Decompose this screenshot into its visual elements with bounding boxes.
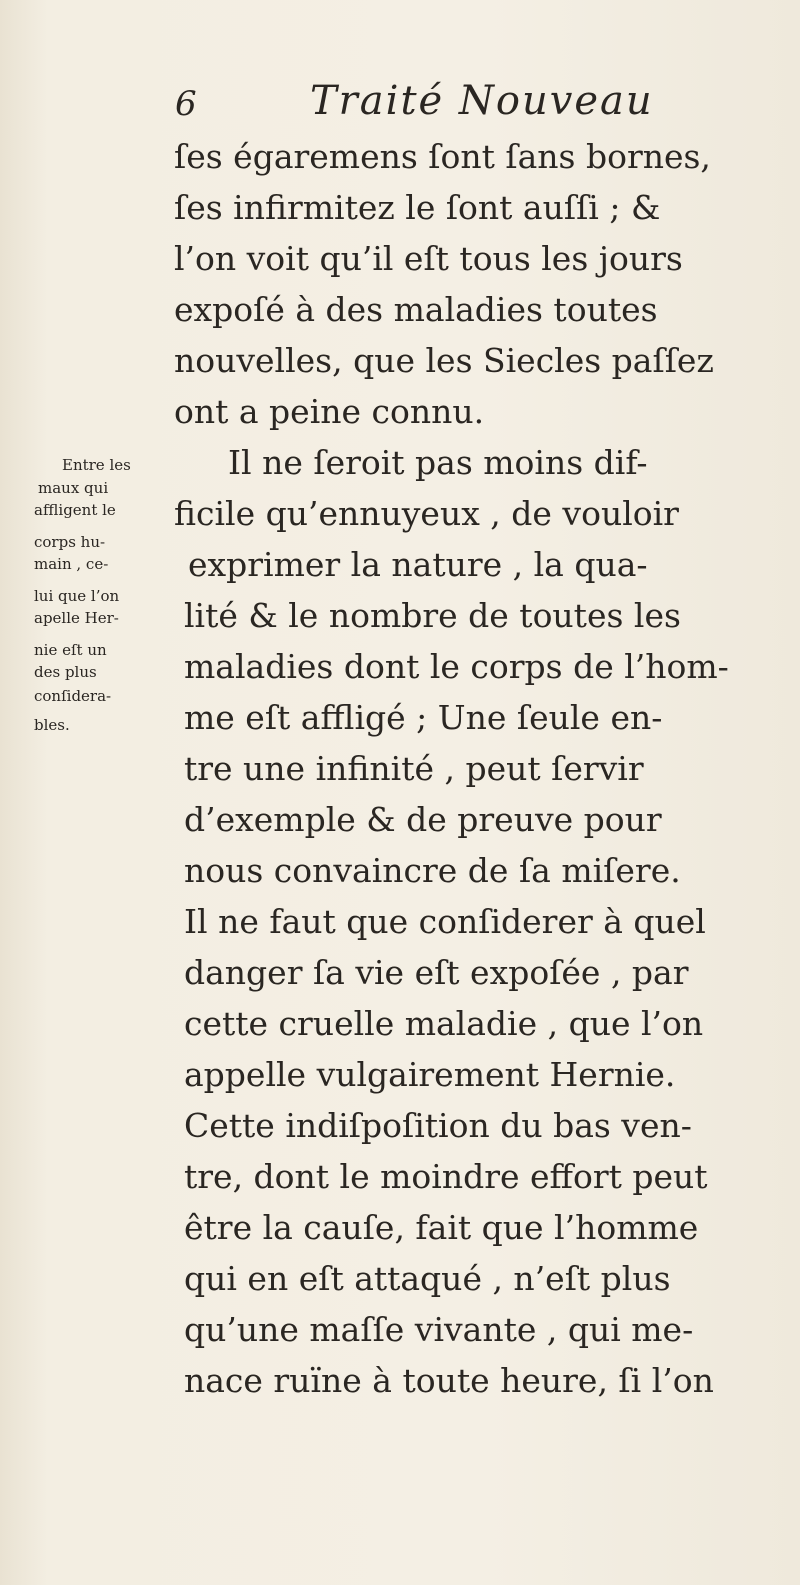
text-line: Cette indiſpoſition du bas ven- — [184, 1106, 692, 1145]
margin-note-line: conſidera- — [34, 687, 112, 705]
text-line: nous convaincre de ſa miſere. — [184, 851, 681, 890]
text-line: qui en eſt attaqué , n’eſt plus — [184, 1259, 671, 1298]
text-line: exprimer la nature , la qua- — [188, 545, 648, 584]
text-line: ficile qu’ennuyeux , de vouloir — [174, 494, 679, 533]
margin-note-line: corps hu- — [34, 533, 106, 551]
text-line: tre une infinité , peut ſervir — [184, 749, 644, 788]
page-number: 6 — [175, 84, 197, 124]
margin-note-line: affligent le — [34, 501, 116, 519]
text-line: nace ruïne à toute heure, ſi l’on — [184, 1361, 714, 1400]
margin-note-line: main , ce- — [34, 555, 109, 573]
text-line: l’on voit qu’il eſt tous les jours — [174, 239, 683, 278]
margin-note-line: nie eſt un — [34, 641, 107, 659]
margin-note-line: bles. — [34, 716, 70, 734]
margin-note-line: des plus — [34, 663, 97, 681]
text-line: être la cauſe, fait que l’homme — [184, 1208, 699, 1247]
margin-note-line: maux qui — [38, 479, 109, 497]
text-line: ſes infirmitez le ſont auſſi ; & — [174, 188, 661, 227]
text-line: me eſt affligé ; Une ſeule en- — [184, 698, 663, 737]
text-line: Il ne ſeroit pas moins dif- — [228, 443, 648, 482]
text-line: appelle vulgairement Hernie. — [184, 1055, 676, 1094]
text-line: d’exemple & de preuve pour — [184, 800, 662, 839]
text-line: danger ſa vie eſt expoſée , par — [184, 953, 689, 992]
text-line: Il ne faut que conſiderer à quel — [184, 902, 706, 941]
text-line: cette cruelle maladie , que l’on — [184, 1004, 704, 1043]
text-line: ont a peine connu. — [174, 392, 485, 431]
text-line: tre, dont le moindre effort peut — [184, 1157, 708, 1196]
text-line: qu’une maſſe vivante , qui me- — [184, 1310, 694, 1349]
text-line: lité & le nombre de toutes les — [184, 596, 681, 635]
running-title: Traité Nouveau — [310, 78, 654, 124]
text-line: expoſé à des maladies toutes — [174, 290, 658, 329]
margin-note-line: apelle Her- — [34, 609, 119, 627]
text-line: ſes égaremens ſont ſans bornes, — [174, 137, 711, 176]
text-line: nouvelles, que les Siecles paſſez — [174, 341, 714, 380]
text-line: maladies dont le corps de l’hom- — [184, 647, 729, 686]
margin-note-line: lui que l’on — [34, 587, 120, 605]
margin-note-line: Entre les — [62, 456, 131, 474]
